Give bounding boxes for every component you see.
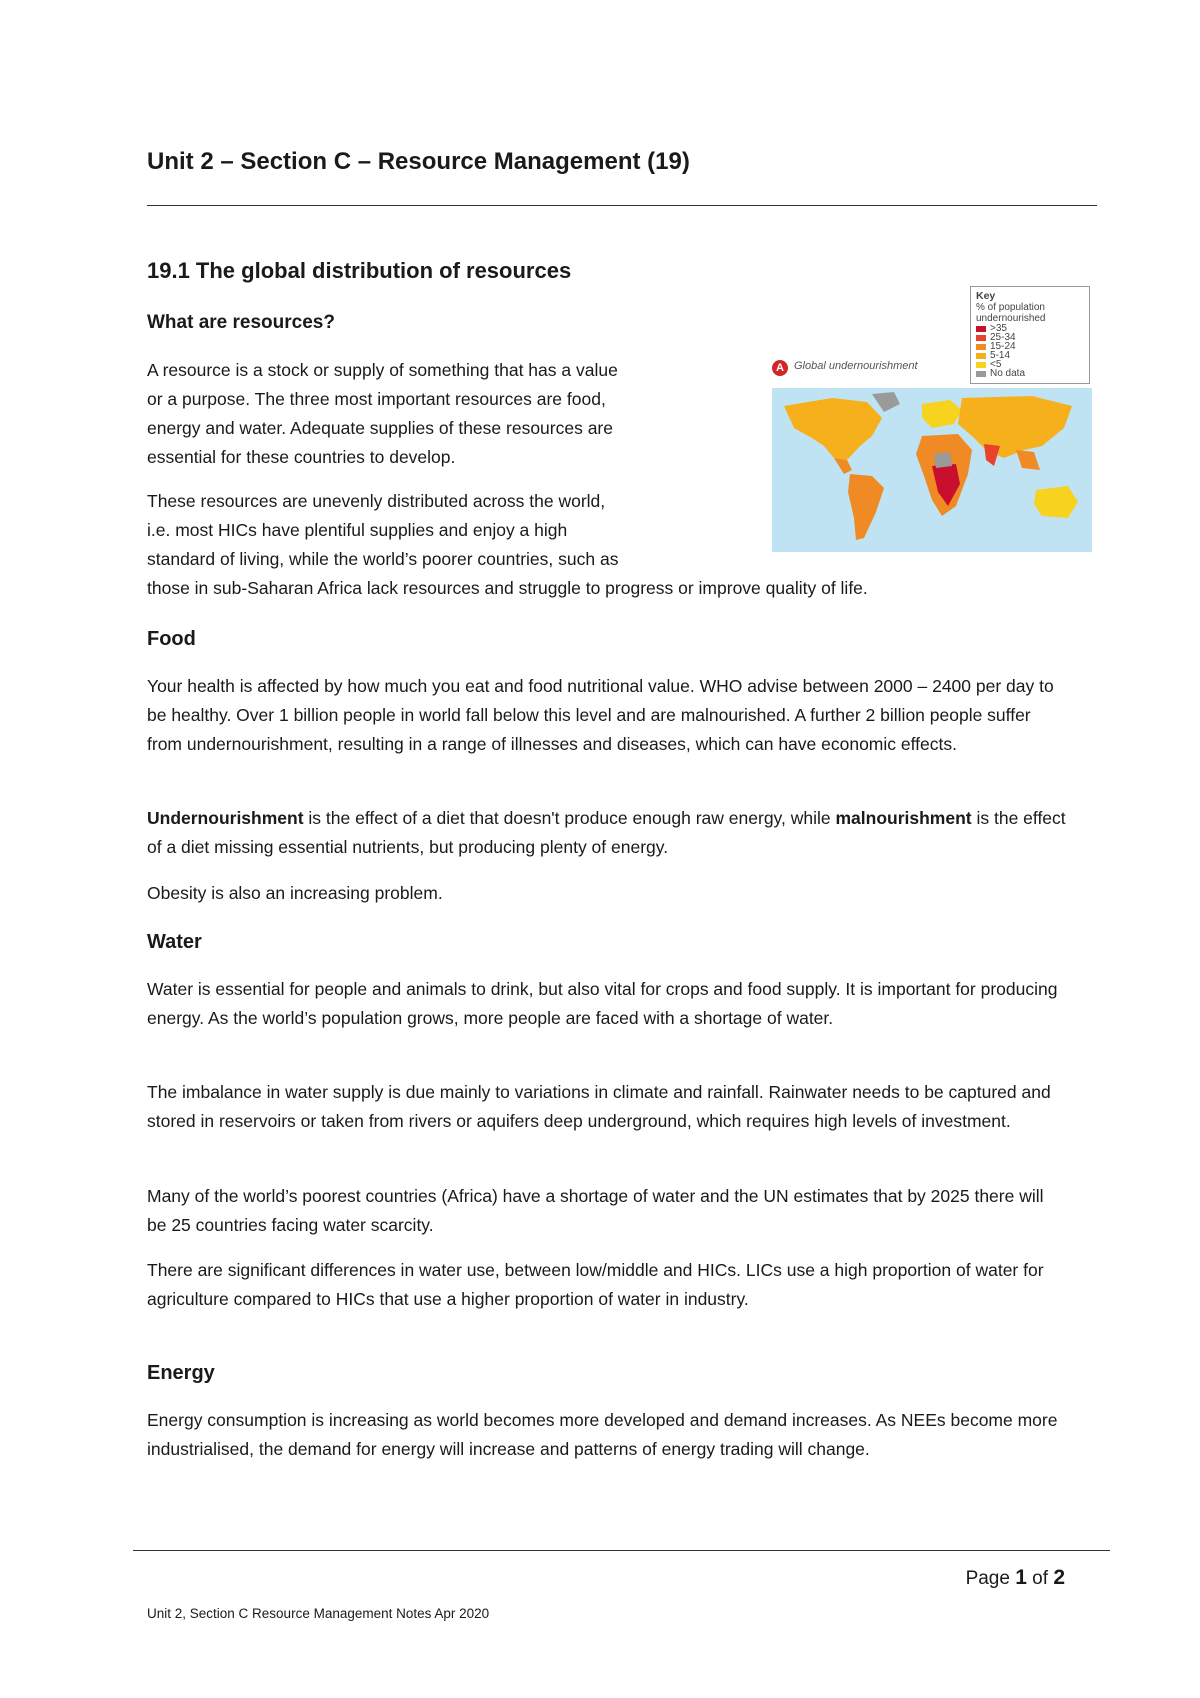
text-line: those in sub-Saharan Africa lack resources and struggle to progress or improve quality of life. — [147, 578, 868, 598]
north-america-shape — [784, 398, 882, 460]
key-swatch — [976, 353, 986, 359]
figure-badge: A — [772, 360, 788, 376]
page-current: 1 — [1015, 1566, 1027, 1589]
section-heading: 19.1 The global distribution of resources — [147, 258, 572, 283]
south-america-shape — [848, 474, 884, 540]
text-line: standard of living, while the world’s poorer countries, such as — [147, 549, 619, 569]
central-africa-nodata-shape — [934, 452, 952, 468]
key-label: 5-14 — [990, 350, 1011, 361]
undernourishment-map-figure — [772, 280, 1092, 552]
key-swatch — [976, 371, 986, 377]
greenland-shape — [872, 392, 900, 412]
resources-paragraph-1 — [147, 356, 707, 472]
food-heading: Food — [147, 628, 196, 650]
figure-title: Global undernourishment — [794, 360, 918, 372]
text-span: is the effect of a diet that doesn't produce enough raw energy, while — [303, 808, 836, 828]
text-line: A resource is a stock or supply of something that has a value — [147, 360, 618, 380]
what-are-resources-heading: What are resources? — [147, 312, 335, 333]
key-title: Key — [976, 290, 996, 302]
page-number — [966, 1566, 1065, 1590]
food-paragraph-2 — [147, 804, 1067, 862]
text-span: is the effect of a diet missing essential nutrients, but producing plenty of energy. — [147, 808, 1066, 857]
key-swatch — [976, 335, 986, 341]
water-paragraph-4: There are significant differences in water use, between low/middle and HICs. LICs use a high proportion of water for agriculture compared to HICs that use a higher proportion of water in industry. — [147, 1260, 1044, 1309]
text-line: These resources are unevenly distributed across the world, — [147, 491, 606, 511]
key-swatch — [976, 326, 986, 332]
page-total: 2 — [1053, 1566, 1065, 1589]
text-line: essential for these countries to develop. — [147, 447, 456, 467]
text-line: i.e. most HICs have plentiful supplies and enjoy a high — [147, 520, 568, 540]
title-divider — [147, 205, 1097, 206]
key-label: 15-24 — [990, 341, 1016, 352]
footer-divider — [133, 1550, 1110, 1551]
water-heading: Water — [147, 931, 202, 953]
key-swatch — [976, 362, 986, 368]
food-paragraph-1: Your health is affected by how much you eat and food nutritional value. WHO advise between 2000 – 2400 per day to be healthy. Over 1 billion people in world fall below this level and are malnourished. A further 2 billion people suffer from undernourishment, resulting in a range of illnesses and diseases, which can have economic effects. — [147, 676, 1054, 754]
key-subtitle: % of population undernourished — [976, 302, 1046, 324]
page-label: Page — [965, 1568, 1016, 1589]
se-asia-shape — [1016, 450, 1040, 470]
central-america-shape — [834, 458, 852, 474]
text-line: energy and water. Adequate supplies of these resources are — [147, 418, 613, 438]
footer-note: Unit 2, Section C Resource Management Notes Apr 2020 — [147, 1606, 490, 1621]
key-label: 25-34 — [990, 332, 1016, 343]
australia-shape — [1034, 486, 1078, 518]
food-paragraph-3: Obesity is also an increasing problem. — [147, 883, 443, 903]
key-label: >35 — [990, 323, 1007, 334]
key-label: No data — [990, 368, 1026, 379]
water-paragraph-1: Water is essential for people and animals to drink, but also vital for crops and food supply. It is important for producing energy. As the world’s population grows, more people are faced with a shortage of water. — [147, 979, 1058, 1028]
map-key — [970, 286, 1090, 384]
key-swatch — [976, 344, 986, 350]
document-title: Unit 2 – Section C – Resource Management (19) — [147, 148, 690, 175]
malnourishment-term: malnourishment — [835, 808, 972, 828]
undernourishment-term: Undernourishment — [147, 808, 304, 828]
world-map — [772, 388, 1092, 552]
water-paragraph-2: The imbalance in water supply is due mainly to variations in climate and rainfall. Rainwater needs to be captured and stored in reservoirs or taken from rivers or aquifers deep underground, which requires high levels of investment. — [147, 1082, 1051, 1131]
text-line: or a purpose. The three most important resources are food, — [147, 389, 606, 409]
asia-shape — [958, 396, 1072, 458]
key-item — [976, 369, 1084, 378]
europe-shape — [922, 400, 962, 428]
water-paragraph-3: Many of the world’s poorest countries (Africa) have a shortage of water and the UN estimates that by 2025 there will be 25 countries facing water scarcity. — [147, 1186, 1044, 1235]
energy-heading: Energy — [147, 1362, 215, 1384]
page-of: of — [1026, 1568, 1054, 1589]
key-label: <5 — [990, 359, 1002, 370]
energy-paragraph-1: Energy consumption is increasing as world becomes more developed and demand increases. As NEEs become more industrialised, the demand for energy will increase and patterns of energy trading will change. — [147, 1410, 1058, 1459]
